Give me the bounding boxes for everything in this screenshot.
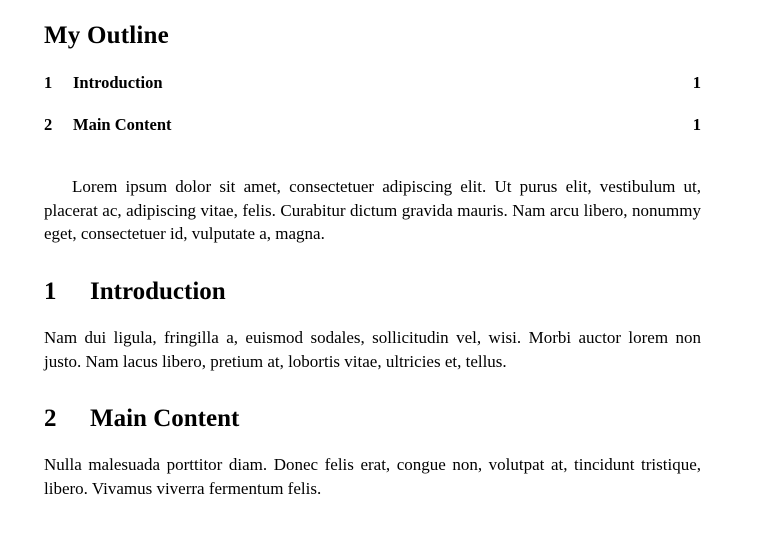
toc-entry-page: 1 bbox=[692, 115, 701, 134]
toc-entry-label: Introduction bbox=[73, 73, 163, 92]
section-heading-main-content bbox=[44, 405, 239, 433]
toc-entry-main-content[interactable] bbox=[44, 115, 701, 135]
section-number: 1 bbox=[44, 278, 57, 305]
toc-entry-number: 2 bbox=[44, 115, 53, 134]
toc-entry-label: Main Content bbox=[73, 115, 172, 134]
section-title: Introduction bbox=[90, 278, 226, 305]
intro-paragraph: Lorem ipsum dolor sit amet, consectetuer adipiscing elit. Ut purus elit, vestibulum ut, placerat ac, adipiscing vitae, felis. Curabitur dictum gravida mauris. Nam arcu libero, nonummy eget, consectetuer id, vulputate a, magna. bbox=[44, 177, 701, 243]
section-number: 2 bbox=[44, 405, 57, 432]
toc-entry-number: 1 bbox=[44, 73, 53, 92]
toc-entry-introduction[interactable] bbox=[44, 73, 701, 93]
section-body-introduction: Nam dui ligula, fringilla a, euismod sodales, sollicitudin vel, wisi. Morbi auctor lorem non justo. Nam lacus libero, pretium at, lobortis vitae, ultricies et, tellus. bbox=[44, 328, 701, 371]
section-body-main-content: Nulla malesuada porttitor diam. Donec felis erat, congue non, volutpat at, tincidunt tristique, libero. Vivamus viverra fermentum felis. bbox=[44, 455, 701, 498]
toc-entry-page: 1 bbox=[692, 73, 701, 92]
section-title: Main Content bbox=[90, 405, 240, 432]
toc-title: My Outline bbox=[44, 22, 169, 49]
section-heading-introduction bbox=[44, 278, 226, 306]
